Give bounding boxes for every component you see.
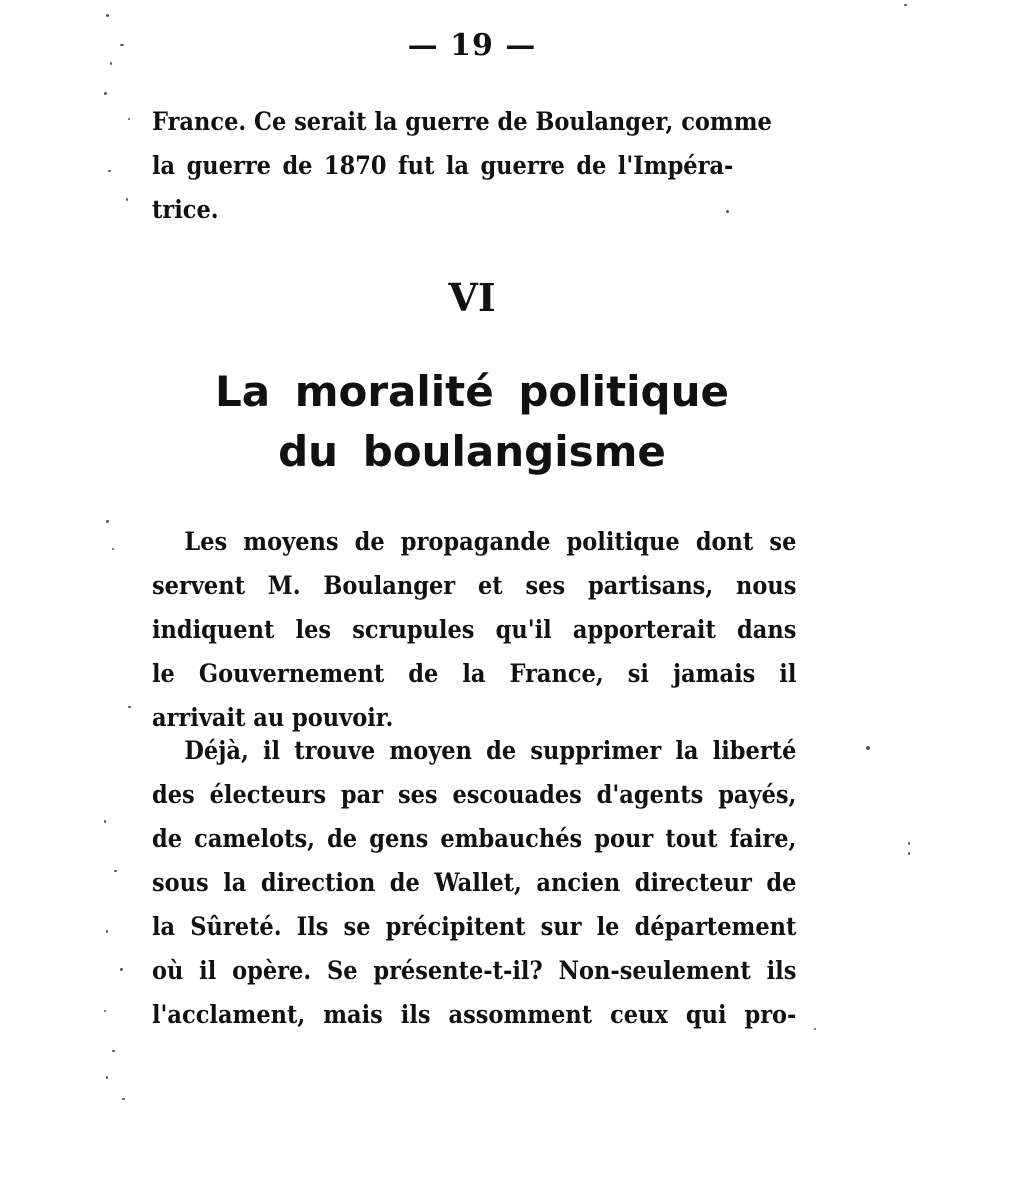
chapter-title-line: La moralité politique (214, 367, 729, 416)
text-line: Les moyens de propagande politique dont se (184, 527, 797, 556)
text-line: Déjà, il trouve moyen de supprimer la liberté (184, 736, 797, 765)
text-line: la guerre de 1870 fut la guerre de l'Impéra- (152, 151, 734, 180)
text-line: des électeurs par ses escouades d'agents payés, (152, 780, 797, 809)
chapter-title (0, 362, 944, 482)
text-line: le Gouvernement de la France, si jamais il (152, 659, 797, 688)
paragraph-2 (152, 729, 796, 1037)
text-line: servent M. Boulanger et ses partisans, nous (152, 571, 797, 600)
page-number: — 19 — (407, 28, 537, 63)
intro-paragraph (152, 100, 772, 232)
chapter-title-line: du boulangisme (278, 427, 666, 476)
text-line: indiquent les scrupules qu'il apporterait dans (152, 615, 797, 644)
text-line: sous la direction de Wallet, ancien directeur de (152, 868, 797, 897)
text-line: trice. (152, 195, 219, 224)
paragraph-1 (152, 520, 796, 740)
text-line: l'acclament, mais ils assomment ceux qui pro- (152, 1000, 797, 1029)
chapter-number: VI (448, 275, 496, 320)
text-line: France. Ce serait la guerre de Boulanger, comme (152, 107, 772, 136)
text-line: la Sûreté. Ils se précipitent sur le département (152, 912, 797, 941)
text-line: de camelots, de gens embauchés pour tout faire, (152, 824, 797, 853)
text-line: où il opère. Se présente-t-il? Non-seulement ils (152, 956, 797, 985)
text-line: arrivait au pouvoir. (152, 703, 394, 732)
